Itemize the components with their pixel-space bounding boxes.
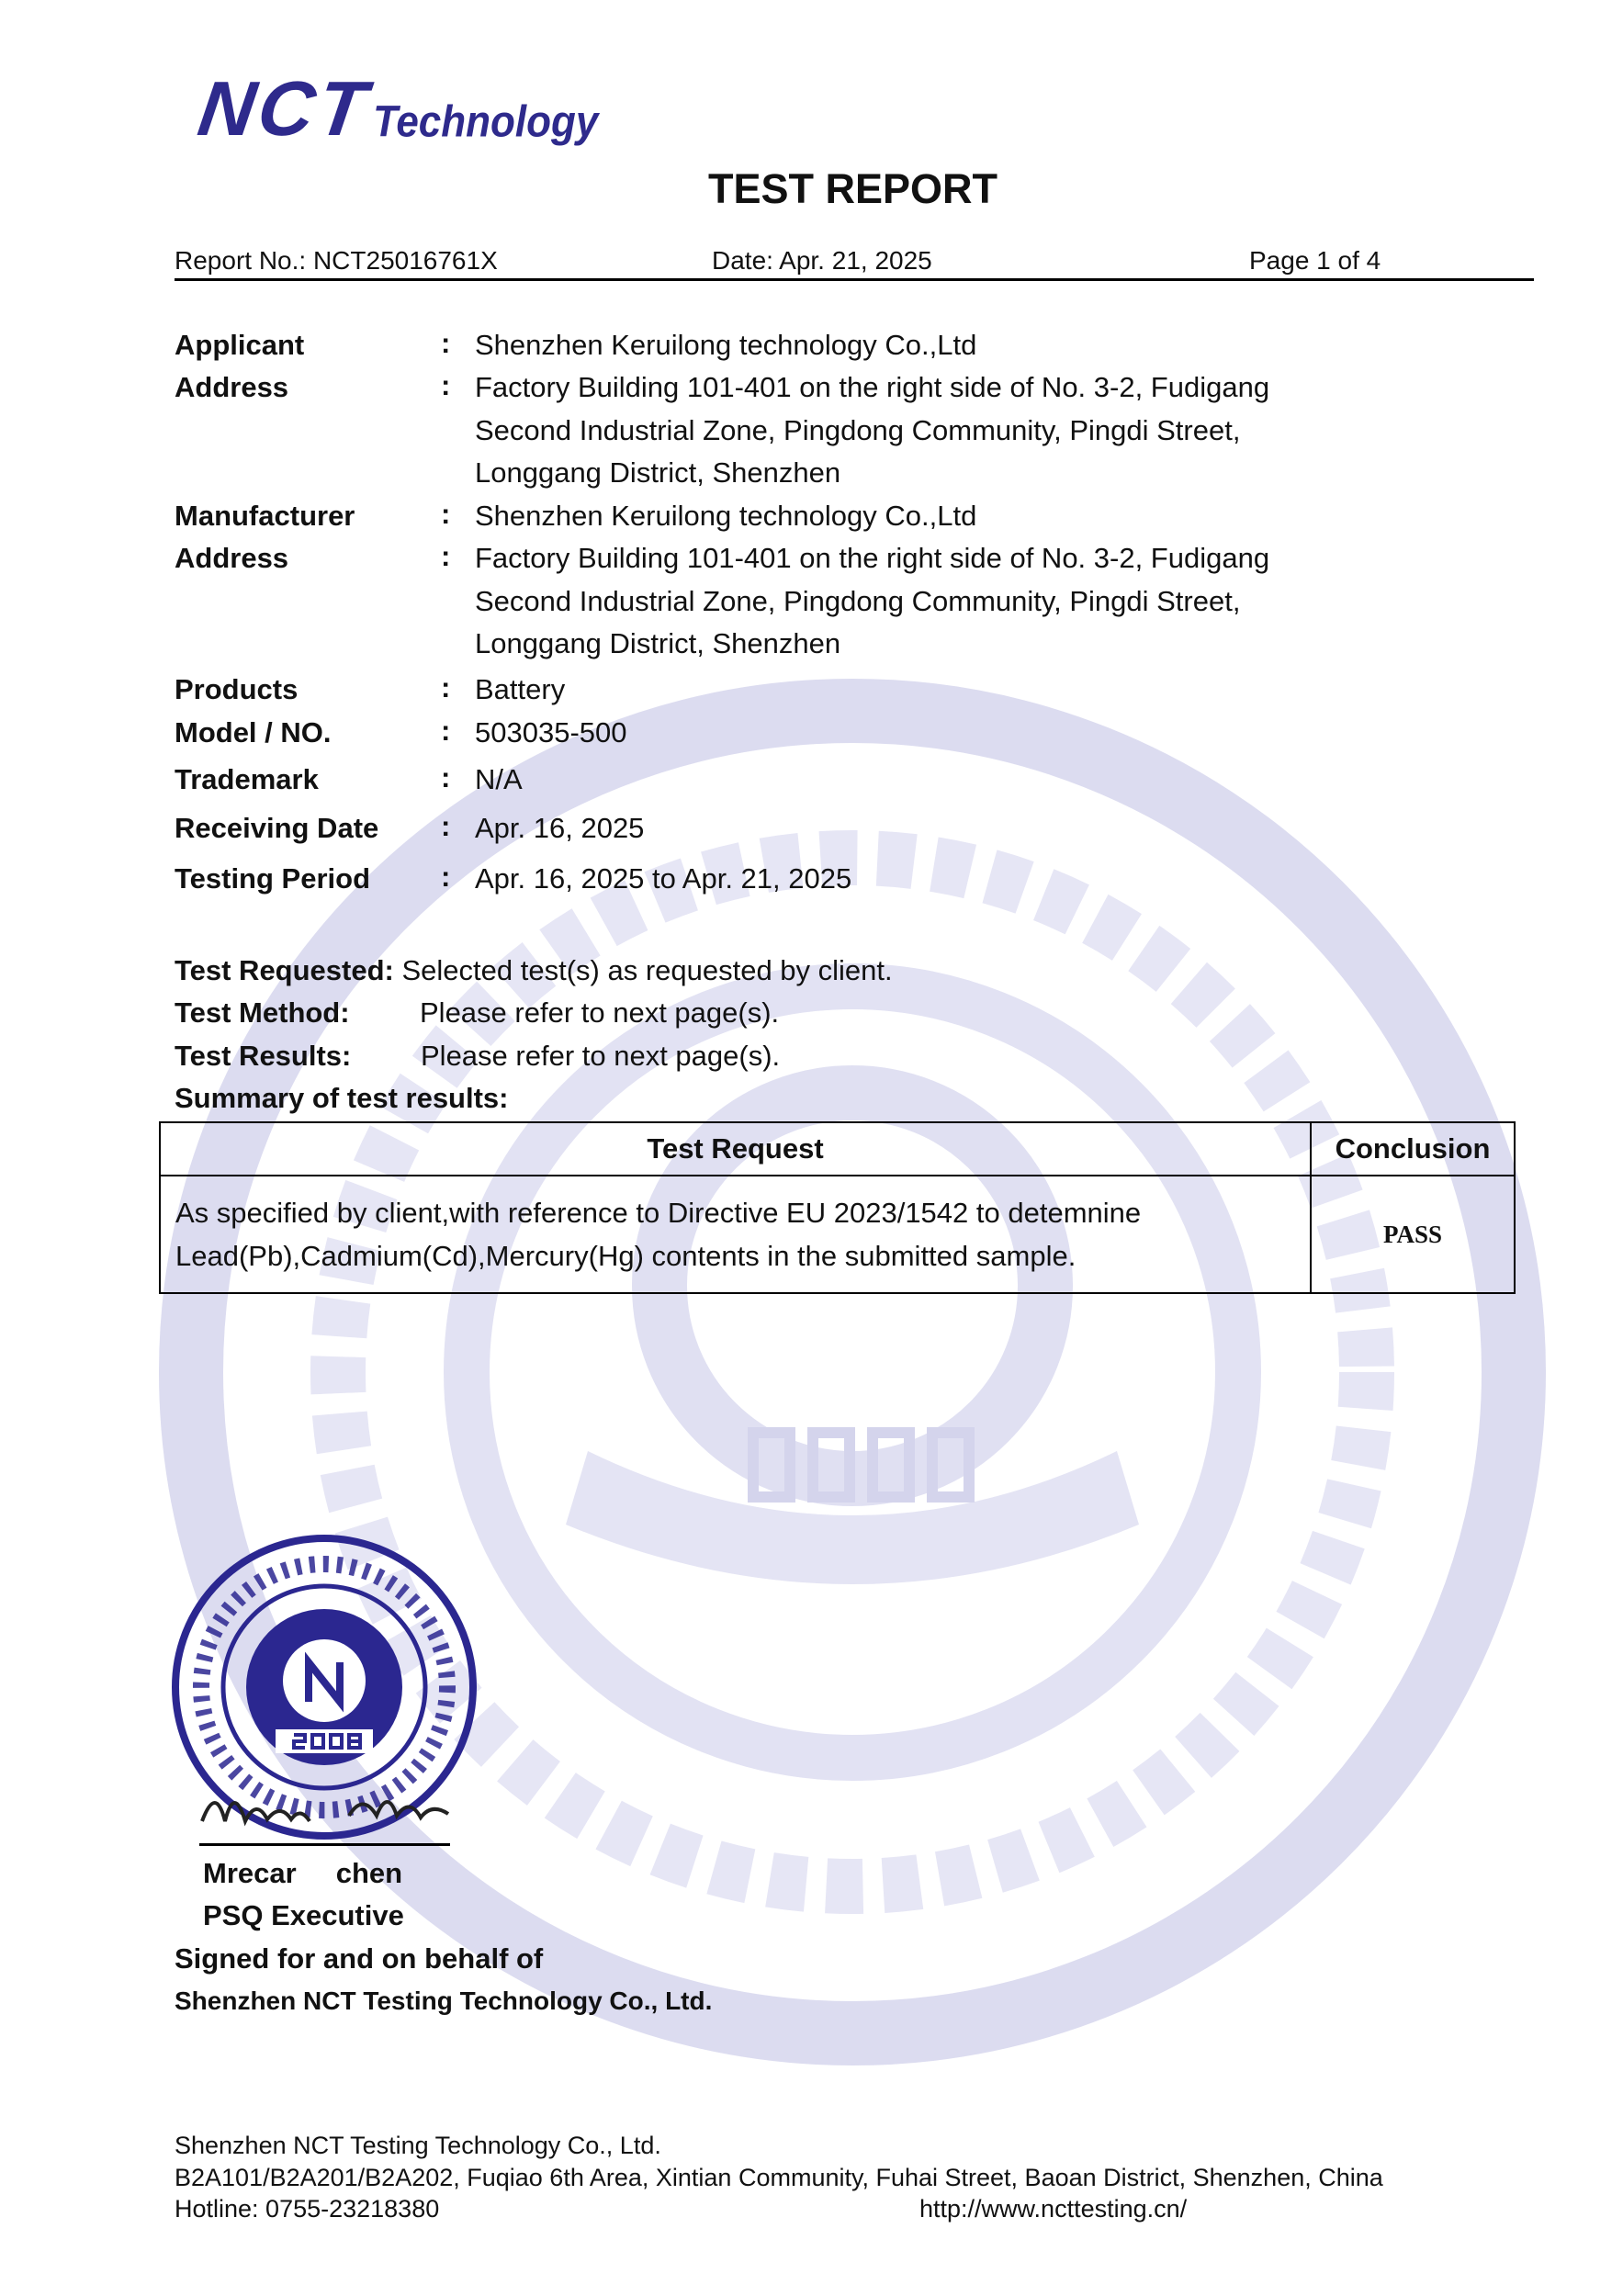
field-value: Second Industrial Zone, Pingdong Community, Pingdi Street,: [475, 413, 1241, 446]
field-colon: :: [441, 498, 451, 530]
field-label: Applicant: [175, 329, 305, 361]
field-colon: :: [441, 861, 451, 893]
test-requested: Test Requested: Selected test(s) as requested by client.: [175, 954, 893, 986]
field-label: Model / NO.: [175, 716, 332, 748]
field-colon: :: [441, 715, 451, 747]
signature-line: [199, 1843, 450, 1846]
field-colon: :: [441, 540, 451, 572]
field-colon: :: [441, 810, 451, 842]
summary-table: [159, 1121, 1516, 1294]
company-logo: NCT Technology: [193, 65, 599, 152]
field-value: Shenzhen Keruilong technology Co.,Ltd: [475, 500, 977, 532]
header-test-request: Test Request: [160, 1122, 1311, 1176]
field-value: Second Industrial Zone, Pingdong Community, Pingdi Street,: [475, 584, 1241, 617]
field-label: Address: [175, 371, 289, 403]
field-value: N/A: [475, 763, 523, 795]
signer-name: Mrecar chen: [203, 1857, 403, 1889]
page-title: TEST REPORT: [707, 165, 998, 212]
signed-for: Signed for and on behalf of: [175, 1942, 544, 1975]
field-value: Apr. 16, 2025 to Apr. 21, 2025: [475, 862, 852, 895]
footer-company: Shenzhen NCT Testing Technology Co., Ltd.: [175, 2132, 661, 2159]
field-value: Factory Building 101-401 on the right side of No. 3-2, Fudigang: [475, 542, 1270, 574]
footer-url[interactable]: http://www.ncttesting.cn/: [919, 2195, 1188, 2223]
field-value: Longgang District, Shenzhen: [475, 627, 841, 660]
field-value: Longgang District, Shenzhen: [475, 456, 841, 490]
field-label: Address: [175, 542, 289, 574]
field-label: Testing Period: [175, 862, 371, 895]
field-colon: :: [441, 671, 451, 703]
test-request-cell: As specified by client,with reference to Directive EU 2023/1542 to detemnine Lead(Pb),Cadmium(Cd),Mercury(Hg) contents in the submitted sample.: [160, 1176, 1311, 1293]
company-stamp: [165, 1529, 496, 1846]
table-header-row: [160, 1122, 1515, 1176]
field-value: 503035-500: [475, 716, 627, 748]
table-row: [160, 1176, 1515, 1293]
field-label: Receiving Date: [175, 812, 379, 844]
field-colon: :: [441, 761, 451, 793]
field-label: Products: [175, 673, 299, 705]
footer-hotline: Hotline: 0755-23218380: [175, 2195, 440, 2223]
field-colon: :: [441, 327, 451, 359]
conclusion-cell: PASS: [1311, 1176, 1515, 1293]
report-date: Date: Apr. 21, 2025: [712, 246, 932, 275]
field-value: Factory Building 101-401 on the right side of No. 3-2, Fudigang: [475, 371, 1270, 403]
header-divider: [175, 278, 1534, 281]
page-number: Page 1 of 4: [1249, 246, 1381, 275]
signing-company: Shenzhen NCT Testing Technology Co., Ltd.: [175, 1986, 713, 2015]
header-conclusion: Conclusion: [1311, 1122, 1515, 1176]
signer-role: PSQ Executive: [203, 1899, 404, 1931]
field-label: Trademark: [175, 763, 319, 795]
field-value: Battery: [475, 673, 566, 705]
report-number: Report No.: NCT25016761X: [175, 246, 498, 275]
field-value: Shenzhen Keruilong technology Co.,Ltd: [475, 329, 977, 361]
field-colon: :: [441, 369, 451, 401]
summary-label: Summary of test results:: [175, 1082, 509, 1114]
test-method: Test Method: Please refer to next page(s).: [175, 996, 780, 1029]
field-value: Apr. 16, 2025: [475, 812, 645, 844]
footer-address: B2A101/B2A201/B2A202, Fuqiao 6th Area, Xintian Community, Fuhai Street, Baoan District, Shenzhen, China: [175, 2164, 1383, 2191]
test-results: Test Results: Please refer to next page(s).: [175, 1040, 781, 1072]
field-label: Manufacturer: [175, 500, 355, 532]
